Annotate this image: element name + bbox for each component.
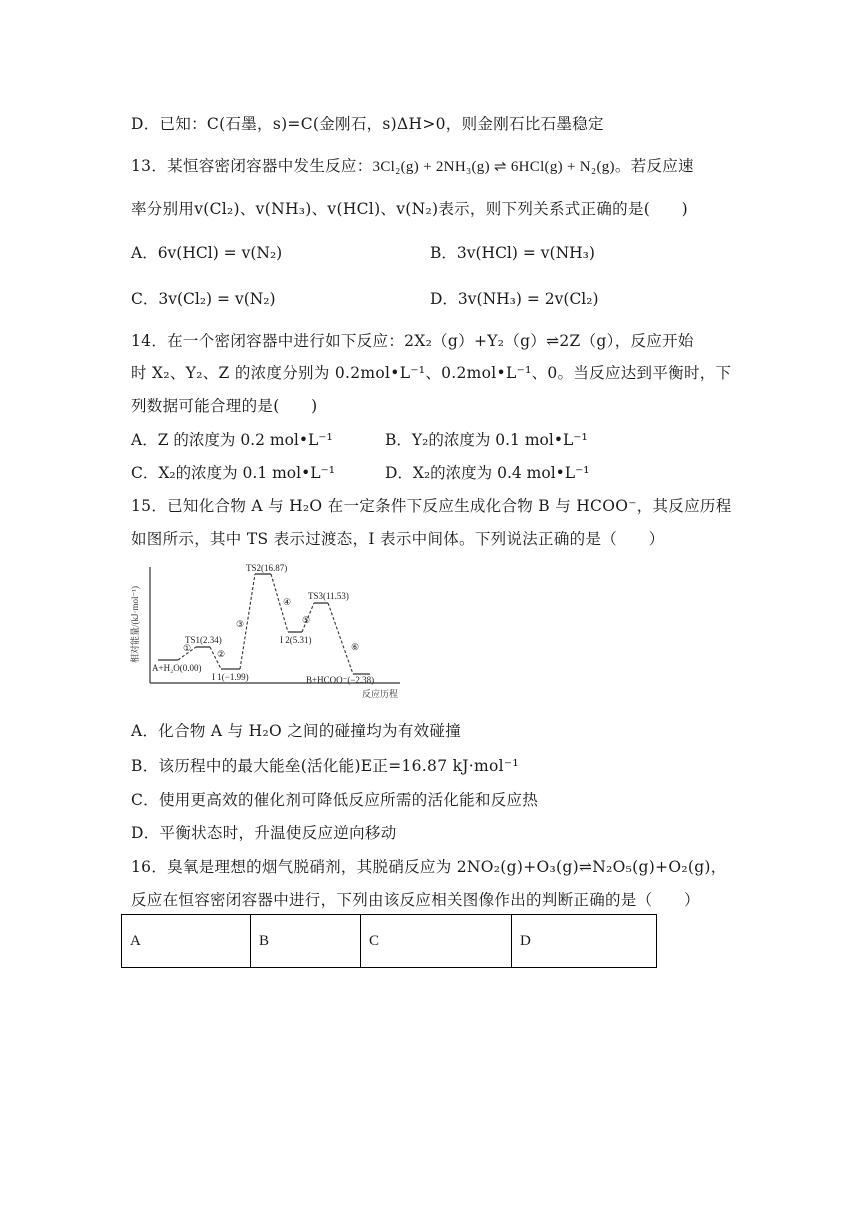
label-ts2: TS2(16.87) — [246, 563, 288, 573]
q13-option-c: C．3v(Cl₂) = v(N₂) — [131, 290, 276, 308]
label-ts3: TS3(11.53) — [308, 591, 349, 601]
q16-line1: 16．臭氧是理想的烟气脱硝剂，其脱硝反应为 2NO₂(g)+O₃(g)⇌N₂O₅(g)+O₂(g)， — [131, 858, 727, 876]
step6-line — [328, 603, 353, 674]
table-row — [122, 915, 657, 968]
q15-line1: 15．已知化合物 A 与 H₂O 在一定条件下反应生成化合物 B 与 HCOO⁻，其反应历程 — [131, 497, 732, 515]
q13-prefix: 13．某恒容密闭容器中发生反应： — [131, 157, 373, 175]
x-axis-label: 反应历程 — [362, 689, 399, 699]
q13-suffix: 。若反应速 — [614, 157, 694, 175]
step-3: ③ — [236, 619, 245, 629]
q13-option-b: B．3v(HCl) = v(NH₃) — [430, 244, 595, 262]
step-2: ② — [217, 649, 226, 659]
q13-equation: 3Cl₂(g) + 2NH₃(g) ⇌ 6HCl(g) + N₂(g) — [372, 159, 615, 175]
step-4: ④ — [283, 597, 292, 607]
table-cell-b: B — [251, 915, 361, 968]
y-axis-label: 相对能量/(kJ·mol⁻¹) — [130, 586, 140, 663]
q14-line2: 时 X₂、Y₂、Z 的浓度分别为 0.2mol•L⁻¹、0.2mol•L⁻¹、0。当反应达到平衡时，下 — [131, 364, 732, 382]
q16-answer-table — [121, 914, 657, 968]
q15-option-d: D．平衡状态时，升温使反应逆向移动 — [131, 824, 397, 842]
q14-option-b: B．Y₂的浓度为 0.1 mol•L⁻¹ — [385, 431, 588, 449]
q15-option-c: C．使用更高效的催化剂可降低反应所需的活化能和反应热 — [131, 791, 539, 809]
table-cell-d: D — [512, 915, 657, 968]
q13-line2: 率分别用v(Cl₂)、v(NH₃)、v(HCl)、v(N₂)表示，则下列关系式正确的是( ) — [131, 200, 689, 218]
table-cell-a: A — [122, 915, 251, 968]
q14-option-a: A．Z 的浓度为 0.2 mol•L⁻¹ — [131, 431, 333, 449]
step-5: ⑤ — [302, 615, 311, 625]
step-1: ① — [183, 643, 192, 653]
q13-option-d: D．3v(NH₃) = 2v(Cl₂) — [430, 290, 599, 308]
q15-option-b: B．该历程中的最大能垒(活化能)E正=16.87 kJ·mol⁻¹ — [131, 757, 519, 775]
q13-line1 — [131, 154, 694, 176]
q15-option-a: A．化合物 A 与 H₂O 之间的碰撞均为有效碰撞 — [131, 722, 462, 740]
label-start: A+H₂O(0.00) — [152, 663, 202, 673]
q16-line2: 反应在恒容密闭容器中进行，下列由该反应相关图像作出的判断正确的是（ ） — [131, 891, 700, 909]
step-6: ⑥ — [351, 642, 360, 652]
q14-line3: 列数据可能合理的是( ) — [131, 397, 318, 415]
label-i1: I 1(−1.99) — [212, 672, 249, 682]
q14-line1: 14．在一个密闭容器中进行如下反应：2X₂（g）+Y₂（g）⇌2Z（g），反应开始 — [131, 332, 694, 350]
q14-option-d: D．X₂的浓度为 0.4 mol•L⁻¹ — [385, 464, 590, 482]
q12-option-d: D．已知：C(石墨，s)=C(金刚石，s)ΔH>0，则金刚石比石墨稳定 — [131, 115, 604, 133]
table-cell-c: C — [361, 915, 512, 968]
energy-diagram — [128, 563, 408, 703]
label-ts1: TS1(2.34) — [185, 635, 222, 645]
q15-line2: 如图所示，其中 TS 表示过渡态，I 表示中间体。下列说法正确的是（ ） — [131, 530, 665, 548]
label-i2: I 2(5.31) — [280, 635, 312, 645]
q14-option-c: C．X₂的浓度为 0.1 mol•L⁻¹ — [131, 464, 335, 482]
label-end: B+HCOO⁻(−2.38) — [306, 675, 375, 685]
q13-option-a: A．6v(HCl) = v(N₂) — [131, 244, 283, 262]
